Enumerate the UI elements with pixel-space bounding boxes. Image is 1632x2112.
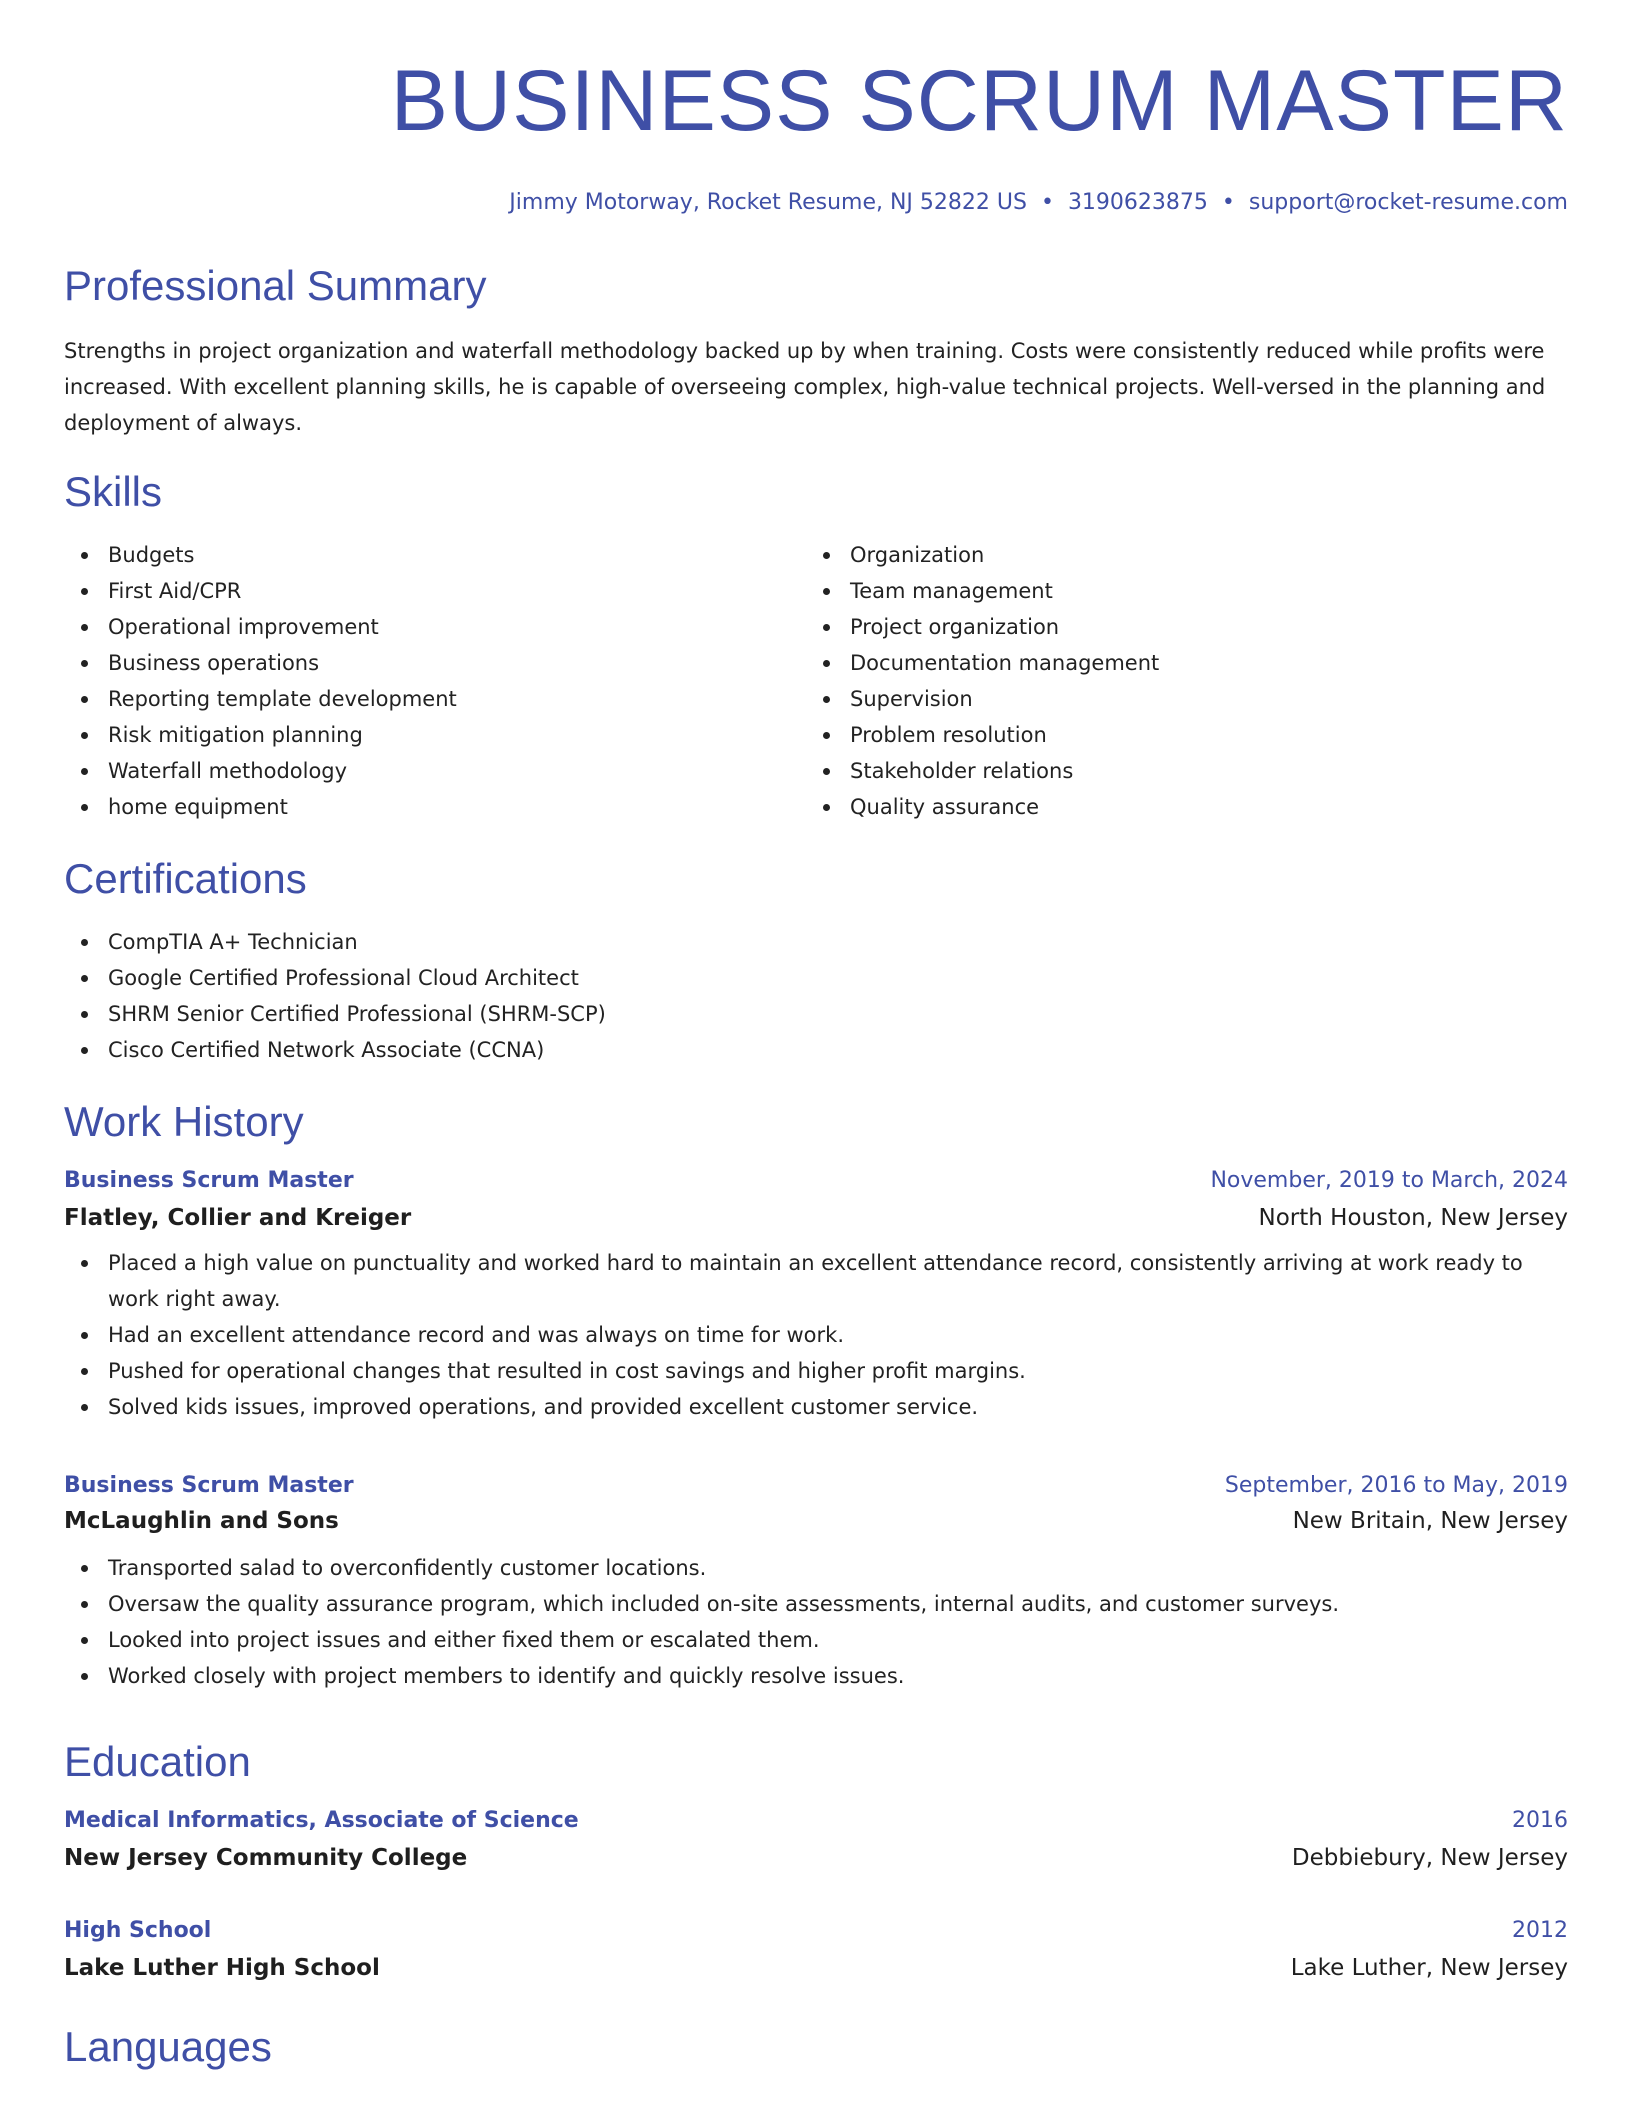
list-item: First Aid/CPR xyxy=(64,573,806,609)
section-title-skills: Skills xyxy=(64,468,163,515)
education-entry xyxy=(64,1808,1568,1871)
list-item: Oversaw the quality assurance program, which included on-site assessments, internal audits, and customer surveys. xyxy=(64,1586,1568,1622)
education-header xyxy=(64,1808,1568,1833)
list-item: CompTIA A+ Technician xyxy=(64,924,1568,960)
section-title-work-history: Work History xyxy=(64,1098,304,1145)
skills-grid xyxy=(64,537,1568,825)
contact-phone: 3190623875 xyxy=(1067,190,1208,215)
education-location: Lake Luther, New Jersey xyxy=(1290,1955,1568,1981)
list-item: Risk mitigation planning xyxy=(64,717,806,753)
job-header xyxy=(64,1168,1568,1193)
summary-text: Strengths in project organization and waterfall methodology backed up by when training. Costs were consistently reduced while profits were increased. With excellent planning skills, he is capable of overseeing complex, high-value technical projects. Well-versed in the planning and deployment of always. xyxy=(64,339,1546,435)
education-school: New Jersey Community College xyxy=(64,1845,468,1871)
job-bullets xyxy=(64,1245,1568,1425)
skills-section xyxy=(64,468,1568,825)
contact-email[interactable]: support@rocket-resume.com xyxy=(1248,190,1568,215)
resume-name: BUSINESS SCRUM MASTER xyxy=(390,53,1568,149)
education-school: Lake Luther High School xyxy=(64,1955,380,1981)
list-item: Looked into project issues and either fixed them or escalated them. xyxy=(64,1622,1568,1658)
education-degree: High School xyxy=(64,1918,212,1943)
list-item: SHRM Senior Certified Professional (SHRM-SCP) xyxy=(64,996,1568,1032)
job-company: Flatley, Collier and Kreiger xyxy=(64,1205,412,1231)
list-item: Solved kids issues, improved operations, and provided excellent customer service. xyxy=(64,1389,1568,1425)
job-location: North Houston, New Jersey xyxy=(1258,1205,1568,1231)
education-subheader xyxy=(64,1955,1568,1981)
list-item: Budgets xyxy=(64,537,806,573)
work-history-section xyxy=(64,1098,1568,1145)
list-item: Quality assurance xyxy=(806,789,1548,825)
job-subheader xyxy=(64,1508,1568,1534)
list-item: Reporting template development xyxy=(64,681,806,717)
list-item: Cisco Certified Network Associate (CCNA) xyxy=(64,1032,1568,1068)
education-entry xyxy=(64,1918,1568,1981)
certifications-section xyxy=(64,855,1568,1068)
education-year: 2012 xyxy=(1512,1918,1568,1943)
job-entry xyxy=(64,1168,1568,1425)
list-item: home equipment xyxy=(64,789,806,825)
list-item: Waterfall methodology xyxy=(64,753,806,789)
certifications-list xyxy=(64,924,1568,1068)
section-title-languages: Languages xyxy=(64,2023,272,2070)
education-section xyxy=(64,1738,1568,1785)
education-header xyxy=(64,1918,1568,1943)
list-item: Supervision xyxy=(806,681,1548,717)
job-subheader xyxy=(64,1205,1568,1231)
education-subheader xyxy=(64,1845,1568,1871)
list-item: Project organization xyxy=(806,609,1548,645)
job-title: Business Scrum Master xyxy=(64,1168,354,1193)
languages-section xyxy=(64,2023,1568,2070)
section-title-summary: Professional Summary xyxy=(64,262,487,309)
contact-separator: • xyxy=(1040,190,1054,215)
job-header xyxy=(64,1473,1568,1498)
job-title: Business Scrum Master xyxy=(64,1473,354,1498)
education-location: Debbiebury, New Jersey xyxy=(1291,1845,1568,1871)
job-entry xyxy=(64,1473,1568,1694)
education-degree: Medical Informatics, Associate of Science xyxy=(64,1808,579,1833)
job-bullets xyxy=(64,1550,1568,1694)
list-item: Pushed for operational changes that resulted in cost savings and higher profit margins. xyxy=(64,1353,1568,1389)
contact-line xyxy=(64,192,1568,214)
summary-section xyxy=(64,262,1568,441)
job-company: McLaughlin and Sons xyxy=(64,1508,339,1534)
resume-page xyxy=(64,0,1568,2070)
list-item: Transported salad to overconfidently customer locations. xyxy=(64,1550,1568,1586)
section-title-education: Education xyxy=(64,1738,251,1785)
list-item: Documentation management xyxy=(806,645,1548,681)
list-item: Organization xyxy=(806,537,1548,573)
contact-separator: • xyxy=(1221,190,1235,215)
section-title-certifications: Certifications xyxy=(64,855,307,902)
list-item: Business operations xyxy=(64,645,806,681)
skills-list-right xyxy=(806,537,1548,825)
contact-address: Jimmy Motorway, Rocket Resume, NJ 52822 US xyxy=(509,190,1027,215)
skills-list-left xyxy=(64,537,806,825)
list-item: Stakeholder relations xyxy=(806,753,1548,789)
list-item: Placed a high value on punctuality and worked hard to maintain an excellent attendance record, consistently arriving at work ready to work right away. xyxy=(64,1245,1568,1317)
list-item: Problem resolution xyxy=(806,717,1548,753)
job-dates: November, 2019 to March, 2024 xyxy=(1210,1168,1568,1193)
job-dates: September, 2016 to May, 2019 xyxy=(1224,1473,1568,1498)
education-year: 2016 xyxy=(1512,1808,1568,1833)
list-item: Worked closely with project members to identify and quickly resolve issues. xyxy=(64,1658,1568,1694)
list-item: Google Certified Professional Cloud Architect xyxy=(64,960,1568,996)
list-item: Had an excellent attendance record and was always on time for work. xyxy=(64,1317,1568,1353)
list-item: Operational improvement xyxy=(64,609,806,645)
list-item: Team management xyxy=(806,573,1548,609)
job-location: New Britain, New Jersey xyxy=(1292,1508,1568,1534)
